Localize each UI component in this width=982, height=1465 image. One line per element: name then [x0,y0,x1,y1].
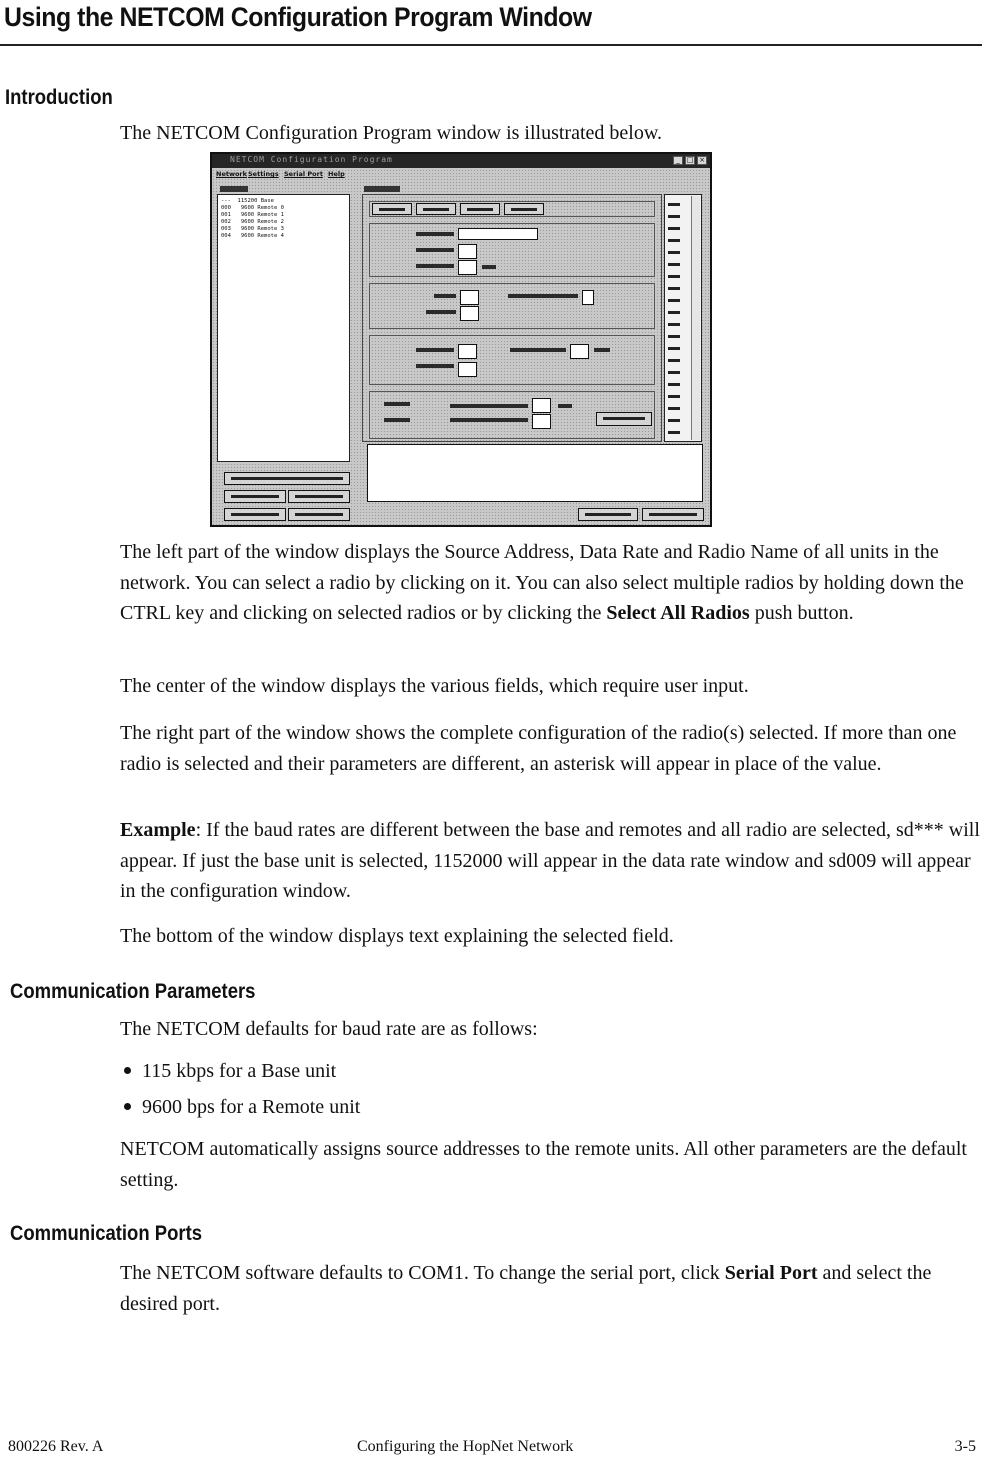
configuration-list[interactable] [664,194,702,442]
field-label [450,418,528,422]
field-label [384,402,410,406]
add-radio-button[interactable] [224,490,286,503]
example-paragraph: Example: If the baud rates are different between the base and remotes and all radio are selected, sd*** will appear. If just the base unit is selected, 1152000 will appear in the data rate window and sd009 will appear in the configuration window. [120,819,980,902]
network-row[interactable]: 001 9600 Remote 1 [221,212,284,218]
network-row[interactable]: 002 9600 Remote 2 [221,219,284,225]
channel-field[interactable] [460,290,479,305]
field-label [416,232,454,236]
config-tab[interactable] [504,203,544,215]
timeout-field[interactable] [570,344,589,359]
window-title: NETCOM Configuration Program [230,155,393,164]
menu-settings[interactable]: Settings [248,170,279,178]
field-label [416,364,454,368]
network-list[interactable] [217,194,350,462]
radio-group [369,223,655,277]
source-address-note: NETCOM automatically assigns source addresses to the remote units. All other parameters are the default setting. [120,1138,967,1191]
menu-network[interactable]: Network [216,170,247,178]
tab-strip [369,201,655,217]
program-radio-button[interactable] [288,508,350,521]
field-label [482,265,496,269]
field-label [510,348,566,352]
continue-button[interactable] [578,508,638,521]
menu-bar [212,169,710,181]
encryption-field[interactable] [460,306,479,321]
radio-name-field[interactable] [458,228,538,240]
right-pane-description: The right part of the window shows the complete configuration of the radio(s) selected. If more than one radio is selected and their parameters are different, an asterisk will appear in place of the value. [120,722,957,775]
field-label [416,248,454,252]
title-divider [0,44,982,46]
field-label [434,294,456,298]
close-icon[interactable]: × [697,156,707,165]
network-label [220,186,248,192]
field-label [416,348,454,352]
field-label [384,418,410,422]
select-all-radios-button[interactable] [224,472,350,485]
network-group [369,283,655,329]
addressing-field[interactable] [582,290,594,305]
outbound-field[interactable] [532,398,551,413]
baud-defaults-lead: The NETCOM defaults for baud rate are as follows: [120,1018,538,1040]
communication-parameters-heading: Communication Parameters [10,980,256,1003]
menu-help[interactable]: Help [328,170,345,178]
page-title: Using the NETCOM Configuration Program Window [4,2,592,32]
config-tab[interactable] [416,203,456,215]
retry-field[interactable] [458,344,477,359]
network-row[interactable]: 003 9600 Remote 3 [221,226,284,232]
field-label [416,264,454,268]
field-label [508,294,578,298]
configuration-fields [362,194,662,442]
field-label [450,404,528,408]
network-row[interactable]: --- 115200 Base [221,198,274,204]
delete-radio-button[interactable] [288,490,350,503]
field-label [594,348,610,352]
maximize-icon[interactable]: □ [686,156,694,164]
menu-serial-port[interactable]: Serial Port [284,170,323,178]
help-text-box [367,444,703,502]
bottom-pane-description: The bottom of the window displays text explaining the selected field. [120,925,674,947]
read-radio-button[interactable] [224,508,286,521]
list-item: 115 kbps for a Base unit [124,1060,336,1083]
config-tab[interactable] [460,203,500,215]
protocol-group [369,335,655,385]
network-row[interactable]: 004 9600 Remote 4 [221,233,284,239]
netcom-window-figure [210,152,712,527]
list-item: 9600 bps for a Remote unit [124,1096,360,1119]
communication-ports-heading: Communication Ports [10,1222,203,1245]
config-action-button[interactable] [596,412,652,426]
config-scrollbar[interactable] [691,196,700,440]
footer-chapter: Configuring the HopNet Network [357,1438,574,1455]
packet-field[interactable] [458,362,477,377]
inbound-field[interactable] [532,414,551,429]
field-label [426,310,456,314]
field-label [558,404,572,408]
serial-port-instructions: The NETCOM software defaults to COM1. To change the serial port, click Serial Port and select the desired port. [120,1262,932,1315]
window-titlebar [212,154,710,168]
configuration-label [364,186,400,192]
introduction-heading: Introduction [5,86,113,109]
introduction-lead: The NETCOM Configuration Program window is illustrated below. [120,122,662,144]
footer-doc-number: 800226 Rev. A [8,1438,104,1455]
minimize-icon[interactable]: _ [673,156,683,165]
center-pane-description: The center of the window displays the various fields, which require user input. [120,675,749,697]
factory-options-button[interactable] [642,508,704,521]
source-address-field[interactable] [458,244,477,259]
left-pane-description: The left part of the window displays the Source Address, Data Rate and Radio Name of all units in the network. You can select a radio by clicking on it. You can also select multiple radios by holding down the CTRL key and clicking on selected radios or by clicking the Select All Radios push button. [120,541,964,624]
network-row[interactable]: 000 9600 Remote 0 [221,205,284,211]
link-group [369,391,655,439]
config-tab[interactable] [372,203,412,215]
footer-page-number: 3-5 [954,1438,976,1455]
data-rate-field[interactable] [458,260,477,275]
